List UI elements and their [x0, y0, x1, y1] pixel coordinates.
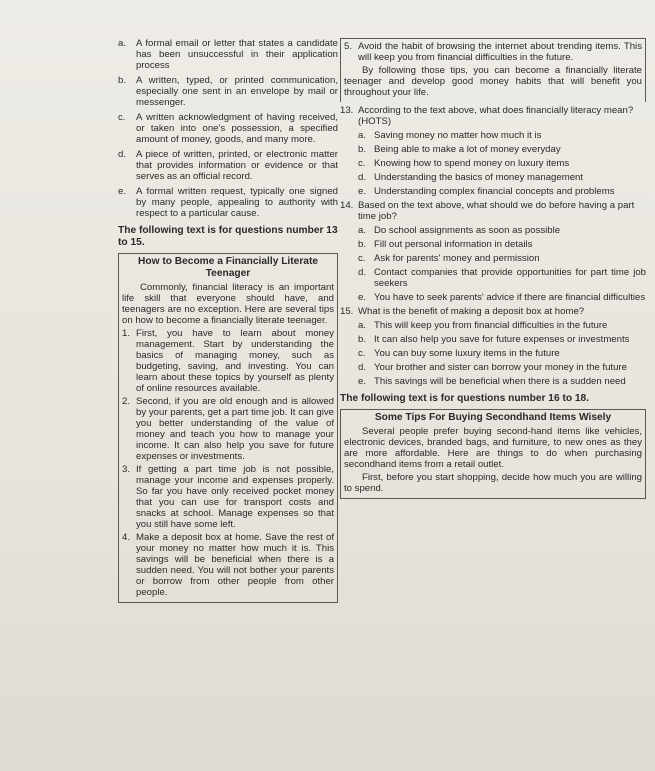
section-heading-13-15: The following text is for questions number 13 to 15.: [118, 225, 338, 248]
choice-item[interactable]: b. Being able to make a lot of money everyday: [358, 144, 561, 155]
choice-item[interactable]: b. It can also help you save for future expenses or investments: [358, 334, 630, 345]
choice-item[interactable]: e. You have to seek parents' advice if there are financial difficulties: [358, 292, 646, 303]
tip-item: 5. Avoid the habit of browsing the internet about trending items. This will keep you from financial difficulties in the future.: [344, 41, 642, 63]
article-secondhand: [340, 409, 646, 499]
left-column: [118, 38, 338, 603]
article-continued: [340, 38, 646, 102]
option-item: d. A piece of written, printed, or electronic matter that provides information or evidence or that serves as an official record.: [118, 149, 338, 182]
article-intro: Commonly, financial literacy is an important life skill that everyone should have, and teenagers are no exception. Here are several tips on how to become a financially literate teenager.: [122, 282, 334, 326]
tip-item: 4. Make a deposit box at home. Save the rest of your money no matter how much it is. This savings will be beneficial when there is a sudden need. You will not bother your parents or borrow from other people from other people.: [122, 532, 334, 598]
section-heading-16-18: The following text is for questions number 16 to 18.: [340, 393, 590, 404]
article-title: Some Tips For Buying Secondhand Items Wisely: [374, 412, 612, 423]
choice-item[interactable]: b. Fill out personal information in details: [358, 239, 533, 250]
question-14: 14. Based on the text above, what should we do before having a part time job?: [340, 200, 635, 222]
question-13: 13. According to the text above, what does financially literacy mean? (HOTS): [340, 105, 634, 127]
choice-item[interactable]: e. This savings will be beneficial when there is a sudden need: [358, 376, 626, 387]
article-paragraph: Several people prefer buying second-hand items like vehicles, electronic devices, branded bags, and furniture, to new ones as they are more affordable. Here are things to do when purchasing secondhand items from a retail outlet.: [344, 426, 642, 470]
article-paragraph: First, before you start shopping, decide how much you are willing to spend.: [344, 472, 642, 494]
choice-item[interactable]: a. This will keep you from financial difficulties in the future: [358, 320, 608, 331]
option-item: b. A written, typed, or printed communication, especially one sent in an envelope by mail or messenger.: [118, 75, 338, 108]
choice-item[interactable]: d. Understanding the basics of money management: [358, 172, 584, 183]
article-title: How to Become a Financially Literate Teenager: [137, 256, 319, 279]
article-financial-literacy: [118, 253, 338, 603]
answer-options-list: [118, 38, 338, 219]
option-item: c. A written acknowledgment of having received, or taken into one's possession, a specified amount of money, goods, and many more.: [118, 112, 338, 145]
tip-item: 1. First, you have to learn about money management. Start by understanding the basics of managing money, such as budgeting, saving, and investing. You can learn about these topics by yourself as plenty of online resources available.: [122, 328, 334, 394]
choice-item[interactable]: a. Saving money no matter how much it is: [358, 130, 542, 141]
choice-item[interactable]: e. Understanding complex financial concepts and problems: [358, 186, 615, 197]
tip-item: 3. If getting a part time job is not possible, manage your income and expenses properly. So far you have only received pocket money that you can use for transport costs and snacks at school. Manage expenses so that you still have some left.: [122, 464, 334, 530]
choice-item[interactable]: d. Your brother and sister can borrow your money in the future: [358, 362, 627, 373]
choice-item[interactable]: c. Ask for parents' money and permission: [358, 253, 540, 264]
choice-item[interactable]: c. Knowing how to spend money on luxury items: [358, 158, 570, 169]
choice-item[interactable]: d. Contact companies that provide opportunities for part time job seekers: [358, 267, 646, 289]
tip-item: 2. Second, if you are old enough and is allowed by your parents, get a part time job. It can give you better understanding of the value of money and teach you how to manage your income. It can also help you save for future expenses or investments.: [122, 396, 334, 462]
article-closing: By following those tips, you can become a financially literate teenager and develop good money habits that will benefit you throughout your life.: [344, 65, 642, 98]
option-item: e. A formal written request, typically one signed by many people, appealing to authority with respect to a particular cause.: [118, 186, 338, 219]
question-15: 15. What is the benefit of making a deposit box at home?: [340, 306, 585, 317]
choice-item[interactable]: a. Do school assignments as soon as possible: [358, 225, 561, 236]
right-column: [340, 38, 646, 499]
option-item: a. A formal email or letter that states a candidate has been unsuccessful in their application process: [118, 38, 338, 71]
choice-item[interactable]: c. You can buy some luxury items in the future: [358, 348, 560, 359]
